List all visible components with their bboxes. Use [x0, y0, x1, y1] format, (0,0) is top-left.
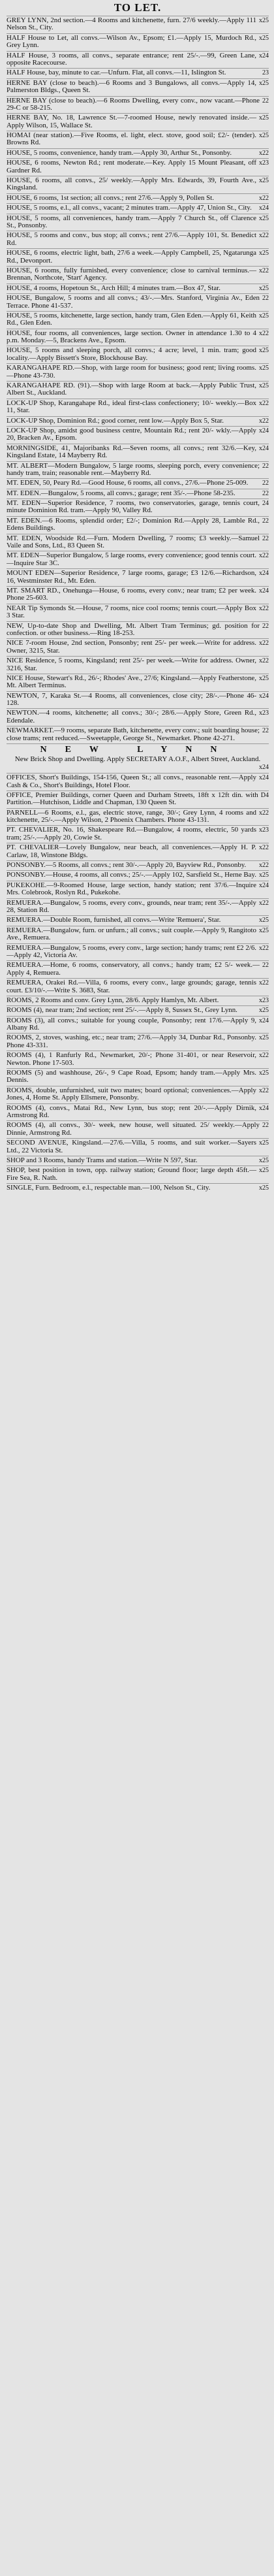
ad-code: x25: [259, 1156, 269, 1164]
ad-code: x24: [259, 774, 269, 782]
classified-ad: [7, 461, 269, 479]
ad-subtext: New Brick Shop and Dwelling. Apply SECRETARY A.O.F., Albert Street, Auckland.: [14, 755, 261, 764]
ad-text: HOUSE, 6 rooms, all convs., 25/ weekly.—Apply Mrs. Edwards, 39, Fourth Ave., Kingsland.: [7, 176, 256, 192]
ad-text: NEWTON, 7, Karaka St.—4 Rooms, all conveniences, close city; 28/-.—Phone 46-128.: [7, 691, 256, 708]
ad-text: ROOMS, 2 Rooms and conv. Grey Lynn, 28/6. Apply Hamlyn, Mt. Albert.: [7, 996, 219, 1004]
ad-code: x22: [259, 232, 269, 240]
classified-ad: [7, 978, 269, 996]
ad-code: x24: [259, 52, 269, 59]
ad-text: PUKEKOHE.—9-Roomed House, large section, handy station; rent 37/6.—Inquire Mrs. Colebrook, Roslyn Rd., Pukekohe.: [7, 881, 256, 897]
ad-code: 22: [262, 97, 269, 105]
classified-ad: [7, 498, 269, 516]
ad-code: 24: [262, 500, 269, 508]
classified-ad: [7, 881, 269, 898]
classified-ad: [7, 68, 269, 78]
ad-code: 22: [262, 1122, 269, 1130]
classified-ad: [7, 231, 269, 248]
ad-text: REMUERA.—Bungalow, furn. or unfurn.; all convs.; suit couple.—Apply 9, Rangitoto Ave., Remuera.: [7, 926, 256, 942]
ad-code: x25: [259, 1034, 269, 1042]
ad-text: HOUSE, Bungalow, 5 rooms and all convs.; 43/-.—Mrs. Stanford, Virginia Av., Eden Terrace. Phone 41-537.: [7, 294, 260, 310]
classified-ad: [7, 674, 269, 691]
classified-ad: [7, 638, 269, 656]
classified-ad: [7, 621, 269, 639]
ad-code: 22: [262, 462, 269, 470]
ad-code: x22: [259, 417, 269, 425]
ad-text: MT. SMART RD., Onehunga—House, 6 rooms, every conv.; near tram; £2 per week. Phone 25-603.: [7, 587, 256, 602]
classified-ad: [7, 416, 269, 426]
classified-ad: [7, 568, 269, 586]
ad-text: HOMAI (near station).—Five Rooms, el. light, elect. stove, good soil; £2/- (tender). Browns Rd.: [7, 131, 256, 147]
ad-text: MT. EDEN, Woodside Rd.—Furn. Modern Dwelling, 7 rooms; £3 weekly.—Samuel Vaile and Sons, Ltd., 83 Queen St.: [7, 534, 260, 550]
ad-code: x25: [259, 284, 269, 292]
ad-code: x22: [259, 899, 269, 907]
ad-code: x22: [259, 604, 269, 612]
classified-ad: [7, 203, 269, 213]
classified-ad: [7, 381, 269, 399]
classified-ad: [7, 346, 269, 363]
ad-code: x25: [259, 250, 269, 257]
ad-text: HOUSE, 6 rooms, 1st section; all convs.; rent 27/6.—Apply 9, Pollen St.: [7, 193, 214, 202]
ad-text: MT. EDEN.—6 Rooms, splendid order; £2/-; Dominion Rd.—Apply 28, Lamble Rd., Edens Buildings.: [7, 516, 260, 532]
ad-text: NEW, Up-to-date Shop and Dwelling, Mt. Albert Tram Terminus; gd. position for confection. or other business.—Ring 18-253.: [7, 621, 260, 637]
ad-text: LOCK-UP Shop, Karangahape Rd., ideal first-class confectionery; 10/- weekly.—Box 11, Star.: [7, 399, 256, 415]
ad-text: HOUSE, 5 rooms, convenience, handy tram.—Apply 30, Arthur St., Ponsonby.: [7, 148, 232, 157]
classified-ad: [7, 743, 269, 773]
ad-text: REMUERA.—Bungalow, 5 rooms, every conv., grounds, near tram; rent 35/-.—Apply 28, Station Rd.: [7, 898, 256, 914]
classified-ad: [7, 1016, 269, 1034]
ad-text: HOUSE, 6 rooms, Newton Rd.; rent moderate.—Key. Apply 15 Mount Pleasant, off Gardner Rd.: [7, 159, 256, 174]
classified-ad: [7, 926, 269, 943]
ad-text: REMUERA.—Bungalow, 5 rooms, every conv., large section; handy trams; rent £2 2/6.—Apply 42, Victoria Av.: [7, 943, 256, 959]
classified-ad: [7, 1138, 269, 1156]
classified-ad: [7, 96, 269, 114]
ad-code: x22: [259, 657, 269, 665]
classified-ad: [7, 1156, 269, 1166]
classified-ad: [7, 248, 269, 266]
ad-text: HOUSE, 5 rooms and conv., bus stop; all convs.; rent 27/6.—Apply 101, St. Benedict Rd.: [7, 231, 256, 247]
ad-text: PT. CHEVALIER—Lovely Bungalow, near beach, all conveniences.—Apply H. P. Carlaw, 18, Winstone Bldgs.: [7, 843, 256, 859]
ad-text: ROOMS (4), all convs., 30/- week, new house, well situated. 25/ weekly.—Apply Dinnie, Armstrong Rd.: [7, 1121, 260, 1137]
classified-ad: [7, 534, 269, 551]
ad-text: NEWTON.—4 rooms, kitchenette; all convs.; 30/-; 28/6.—Apply Store, Green Rd., Edendale.: [7, 709, 256, 725]
classified-ad: [7, 311, 269, 329]
ad-code: 22: [262, 962, 269, 970]
ad-text: HALF House, bay, minute to car.—Unfurn. Flat, all convs.—11, Islington St.: [7, 69, 226, 77]
ad-text: ROOMS (4), convs., Matai Rd., New Lynn, bus stop; rent 20/-.—Apply Dirnik, Armstrong Rd.: [7, 1103, 256, 1119]
ad-text: HOUSE, 5 rooms, all conveniences, handy tram.—Apply 7 Church St., off Clarence St., Ponsonby.: [7, 214, 256, 229]
classified-ad: [7, 113, 269, 131]
classified-ad: [7, 1120, 269, 1138]
ad-code: x22: [259, 329, 269, 337]
classified-ad: [7, 870, 269, 880]
ad-text: MOUNT EDEN—Superior Residence, 7 large rooms, garage; £3 12/6.—Richardson, 16, Westminster Rd., Mt. Eden.: [7, 569, 256, 585]
ad-code: x25: [259, 114, 269, 122]
classified-ad: [7, 329, 269, 346]
ad-code: x22: [259, 979, 269, 987]
classified-ad: [7, 131, 269, 148]
ad-code: x22: [259, 640, 269, 647]
ad-text: OFFICES, Short's Buildings, 154-156, Queen St.; all convs., reasonable rent.—Apply Cash & Co., Short's Buildings, Hotel Floor.: [7, 774, 256, 789]
ad-text: HERNE BAY, No. 18, Lawrence St.—7-roomed House, newly renovated inside.—Apply Wilson, 15, Wallace St.: [7, 114, 256, 129]
classified-ad: [7, 478, 269, 488]
ad-code: x23: [259, 826, 269, 834]
classified-ad: [7, 148, 269, 158]
ad-text: HERNE BAY (close to beach).—6 Rooms Dwelling, every conv., now vacant.—Phone 29-C or 58-215.: [7, 96, 260, 112]
classified-ad: [7, 176, 269, 193]
ad-code: x24: [259, 444, 269, 452]
ad-code: x25: [259, 1069, 269, 1077]
classified-ad: [7, 943, 269, 961]
classified-ad: [7, 399, 269, 416]
ad-text: OFFICE, Premier Buildings, corner Queen and Durham Streets, 18ft x 12ft din. with Partition.—Hutchison, Liddle and Chapman, 130 Queen St.: [7, 791, 258, 807]
ad-code: 22: [262, 534, 269, 542]
classified-ad: [7, 1068, 269, 1086]
ad-code: x22: [259, 1052, 269, 1060]
ad-code: x25: [259, 214, 269, 222]
classified-ad: [7, 293, 269, 311]
ad-code: x24: [259, 570, 269, 578]
ad-code: x25: [259, 917, 269, 924]
ad-code: x22: [259, 399, 269, 407]
classified-ad: [7, 444, 269, 461]
classified-ad: [7, 773, 269, 791]
ad-text: ROOMS (4), 1 Ranfurly Rd., Newmarket, 20/-; Phone 31-401, or near Reservoir, Newton. Phone 17-503.: [7, 1051, 256, 1067]
ad-code: x24: [259, 692, 269, 700]
ad-text: MT. EDEN, 50, Peary Rd.—Good House, 6 rooms, all convs., 27/6.—Phone 25-009.: [7, 479, 249, 487]
ad-text: ROOMS (4), near tram; 2nd section; rent 25/-.—Apply 8, Sussex St., Grey Lynn.: [7, 1006, 237, 1015]
ad-code: D4: [260, 791, 269, 799]
ad-text: PONSONBY.—5 Rooms, all convs.; rent 30/-.—Apply 20, Bayview Rd., Ponsonby.: [7, 861, 247, 870]
ad-text: KARANGAHAPE RD. (91).—Shop with large Room at back.—Apply Public Trust, Albert St., Auckland.: [7, 382, 256, 397]
classified-ad: [7, 656, 269, 674]
ad-text: MT. EDEN.—Bungalow, 5 rooms, all convs.; garage; rent 35/-.—Phone 58-235.: [7, 489, 236, 497]
ad-code: x25: [259, 1139, 269, 1147]
classified-ad: [7, 1166, 269, 1183]
ad-code: x25: [259, 926, 269, 934]
ad-text: NEW LYNN: [40, 745, 236, 755]
section-title: TO LET.: [114, 1, 162, 14]
ad-code: x25: [259, 177, 269, 185]
ad-code: x22: [259, 552, 269, 560]
ad-code: 22: [262, 295, 269, 302]
ad-code: x23: [259, 159, 269, 167]
ad-text: HOUSE, four rooms, all conveniences, large section. Owner in attendance 1.30 to 4 p.m. Monday.—5, Brackens Ave., Epsom.: [7, 329, 256, 345]
ad-text: SHOP, best position in town, opp. railway station; Ground floor; large depth 45ft.—Fire Sea, R. Nath.: [7, 1166, 256, 1182]
ad-code: x25: [259, 1007, 269, 1015]
ad-code: x24: [259, 587, 269, 595]
ad-text: HOUSE, 5 rooms, e.l., all convs., vacant; 2 minutes tram.—Apply 47, Union St., City.: [7, 204, 252, 212]
ad-code: x25: [259, 17, 269, 24]
classified-ad: [7, 791, 269, 808]
ad-text: SINGLE, Furn. Bedroom, e.l., respectable man.—100, Nelson St., City.: [7, 1184, 211, 1192]
classified-ad: [7, 363, 269, 381]
ad-text: ROOMS (5) and washhouse, 26/-, 9 Cape Road, Epsom; handy tram.—Apply Mrs. Dennis.: [7, 1069, 256, 1084]
ad-text: HERNE BAY (close to beach).—6 Rooms and 3 Bungalows, all convs.—Apply 14, Palmerston Bldgs., Queen St.: [7, 78, 256, 95]
ad-text: ROOMS, double, unfurnished, suit two mates; board optional; conveniences.—Apply Jones, 4, Home St. Apply Ellsmere, Ponsonby.: [7, 1086, 256, 1102]
ad-text: MORNINGSIDE, 41, Majoribanks Rd.—Seven rooms, all convs.; rent 32/6.—Key, Kingsland Estate, 14 Mayberry Rd.: [7, 444, 256, 460]
classified-ad: [7, 284, 269, 293]
ad-code: x25: [259, 872, 269, 879]
ad-code: x25: [259, 1184, 269, 1192]
classified-ad: [7, 825, 269, 843]
ad-text: ROOMS, 2, stoves, washing, etc.; near tram; 27/6.—Apply 34, Dunbar Rd., Ponsonby. Phone 43-331.: [7, 1034, 256, 1049]
ad-text: REMUERA.—Home, 6 rooms, conservatory, all convs.; handy tram; £2 5/- week.—Apply 4, Remuera.: [7, 961, 260, 977]
ad-code: x22: [259, 862, 269, 870]
ad-code: x24: [259, 1017, 269, 1024]
ad-code: x25: [259, 79, 269, 87]
ad-text: NEWMARKET.—9 rooms, separate Bath, kitchenette, every conv.; suit boarding house; close trams; rent reduced.—Sweetapple, George St., Newmarket. Phone 42-271.: [7, 726, 260, 742]
ad-code: x22: [259, 149, 269, 157]
ad-code: x25: [259, 365, 269, 372]
ad-text: LOCK-UP Shop, Dominion Rd.; good corner, rent low.—Apply Box 5, Star.: [7, 416, 224, 425]
ad-code: x25: [259, 674, 269, 682]
classified-ad: [7, 915, 269, 925]
classified-ad: [7, 898, 269, 916]
ad-text: SECOND AVENUE, Kingsland.—27/6.—Villa, 5 rooms, and suit worker.—Sayers Ltd., 22 Victoria St.: [7, 1139, 256, 1154]
classified-ad: [7, 489, 269, 498]
ad-text: PONSONBY.—House, 4 rooms, all convs.; 25/-.—Apply 102, Sarsfield St., Herne Bay.: [7, 871, 256, 879]
ad-text: HALF House to Let, all convs.—Wilson Av., Epsom; £1.—Apply 15, Murdoch Rd., Grey Lynn.: [7, 33, 256, 50]
ad-text: HOUSE, 4 rooms, Hopetoun St., Arch Hill; 4 minutes tram.—Box 47, Star.: [7, 284, 221, 292]
classified-ad: [7, 1183, 269, 1193]
ad-text: KARANGAHAPE RD.—Shop, with large room for business; good rent; living rooms.—Phone 43-730.: [7, 364, 256, 380]
ad-text: HALF House, 3 rooms, all convs., separate entrance; rent 25/-.—99, Green Lane, opposite Racecourse.: [7, 51, 256, 67]
ad-code: x22: [259, 944, 269, 952]
ad-text: GREY LYNN, 2nd section.—4 Rooms and kitchenette, furn. 27/6 weekly.—Apply 111 Nelson St., City.: [7, 16, 256, 32]
ad-code: 23: [262, 69, 269, 77]
ad-text: HOUSE, 5 rooms, kitchenette, large section, handy tram, Glen Eden.—Apply 61, Keith Rd., Glen Eden.: [7, 311, 256, 327]
ad-text: REMUERA, Orakei Rd.—Villa, 6 rooms, every conv., large grounds; garage, tennis court. £3/10/-.—Write S. 3683, Star.: [7, 979, 256, 994]
ad-code: x25: [259, 132, 269, 140]
classified-ad: [7, 426, 269, 444]
ad-code: x24: [259, 1104, 269, 1112]
ads-list: [7, 16, 269, 1193]
ad-text: HOUSE, 6 rooms, electric light, bath, 27/6 a week.—Apply Campbell, 25, Ngatarunga Rd., Devonport.: [7, 249, 256, 265]
ad-code: x25: [259, 382, 269, 390]
ad-text: SHOP and 3 Rooms, handy Trams and station.—Write N 597, Star.: [7, 1156, 198, 1164]
classified-ad: [7, 1103, 269, 1121]
ad-code: 22: [262, 480, 269, 487]
classified-ad: [7, 1086, 269, 1103]
ad-text: MT. EDEN—Superior Bungalow, 5 large rooms, every convenience; good tennis court.—Inquire Star 3C.: [7, 551, 256, 567]
ad-text: MT. EDEN—Superior Residence, 7 rooms, two conservatories, garage, tennis court, minute Dominion Rd. tram.—Apply 90, Valley Rd.: [7, 499, 260, 515]
classified-ad: [7, 996, 269, 1005]
ad-code: x22: [259, 809, 269, 817]
ad-code: x23: [259, 709, 269, 717]
ad-text: PARNELL—6 Rooms, e.l., gas, electric stove, range, 30/-; Grey Lynn, 4 rooms and kitchenette, 25/-.—Apply Wilson, 2 Phoenix Chambers. Phone 43-131.: [7, 808, 256, 824]
classified-ad: [7, 691, 269, 709]
ad-code: x24: [259, 427, 269, 434]
classified-ad: [7, 604, 269, 621]
ad-text: HOUSE, 6 rooms, fully furnished, every convenience; close to carnival terminus.—Brennan, Northcote, 'Start' Agency.: [7, 266, 256, 282]
ad-code: 22: [262, 489, 269, 497]
classified-ad: [7, 860, 269, 870]
ad-text: REMUERA.—Double Room, furnished, all convs.—Write 'Remuera', Star.: [7, 916, 221, 924]
ad-text: ROOMS (3), all convs.; suitable for young couple, Ponsonby; rent 17/6.—Apply 9, Albany Rd.: [7, 1016, 256, 1032]
classified-ad: [7, 1033, 269, 1051]
ad-text: PT. CHEVALIER, No. 16, Shakespeare Rd.—Bungalow, 4 rooms, electric, 50 yards tram; 25/-.—Apply 20, Cowie St.: [7, 826, 256, 841]
ad-code: x25: [259, 34, 269, 42]
ad-code: x24: [259, 204, 269, 212]
classified-ad: [7, 960, 269, 978]
classified-ad: [7, 586, 269, 604]
classified-ad: [7, 214, 269, 231]
ad-code: x22: [259, 194, 269, 202]
classified-ad: [7, 516, 269, 534]
classified-ad: [7, 1051, 269, 1068]
classified-ad: [7, 51, 269, 69]
ad-code: x22: [259, 267, 269, 274]
ad-code: x24: [259, 764, 269, 772]
classified-ad: [7, 708, 269, 726]
ad-text: HOUSE, 5 rooms and sleeping porch, all convs.; 4 acre; level, 1 min. tram; good locality.—Apply Bissett's Store, Blockhouse Bay.: [7, 346, 256, 362]
ad-code: x25: [259, 347, 269, 355]
ad-code: 22: [262, 517, 269, 525]
classified-ad: [7, 843, 269, 860]
classified-ad: [7, 78, 269, 96]
ad-code: x25: [259, 1167, 269, 1175]
classified-ad: [7, 193, 269, 203]
classified-ad: [7, 1005, 269, 1015]
ad-code: 22: [262, 622, 269, 630]
classified-ad: [7, 726, 269, 743]
classified-ad: [7, 33, 269, 51]
ad-code: x23: [259, 996, 269, 1004]
ad-code: x24: [259, 881, 269, 889]
ad-text: NEAR Tip Symonds St.—House, 7 rooms, nice cool rooms; tennis court.—Apply Box 3 Star.: [7, 604, 256, 620]
classified-ad: [7, 158, 269, 176]
ad-code: x25: [259, 312, 269, 319]
classified-ad: [7, 266, 269, 284]
ad-text: LOCK-UP Shop, amidst good business centre, Mountain Rd.; rent 20/- wkly.—Apply 20, Bracken Av., Epsom.: [7, 426, 256, 442]
classified-ad: [7, 551, 269, 568]
ad-text: NICE House, Stewart's Rd., 26/-; Rhodes' Ave., 27/6; Kingsland.—Apply Featherstone, Mt. Albert Terminus.: [7, 674, 256, 690]
classified-ad: [7, 16, 269, 33]
ad-text: NICE Residence, 5 rooms, Kingsland; rent 25/- per week.—Write for address. Owner, 3216, Star.: [7, 657, 256, 672]
ad-text: NICE 7-room House, 2nd section, Ponsonby; rent 25/- per week.—Write for address. Owner, 3215, Star.: [7, 639, 256, 655]
ad-code: x22: [259, 844, 269, 852]
ad-text: MT. ALBERT—Modern Bungalow, 5 large rooms, sleeping porch, every convenience; handy tram, train; reasonable rent.—Mayberry Rd.: [7, 461, 260, 477]
ad-code: x22: [259, 1086, 269, 1094]
ad-code: 22: [262, 727, 269, 735]
classified-ad: [7, 808, 269, 826]
